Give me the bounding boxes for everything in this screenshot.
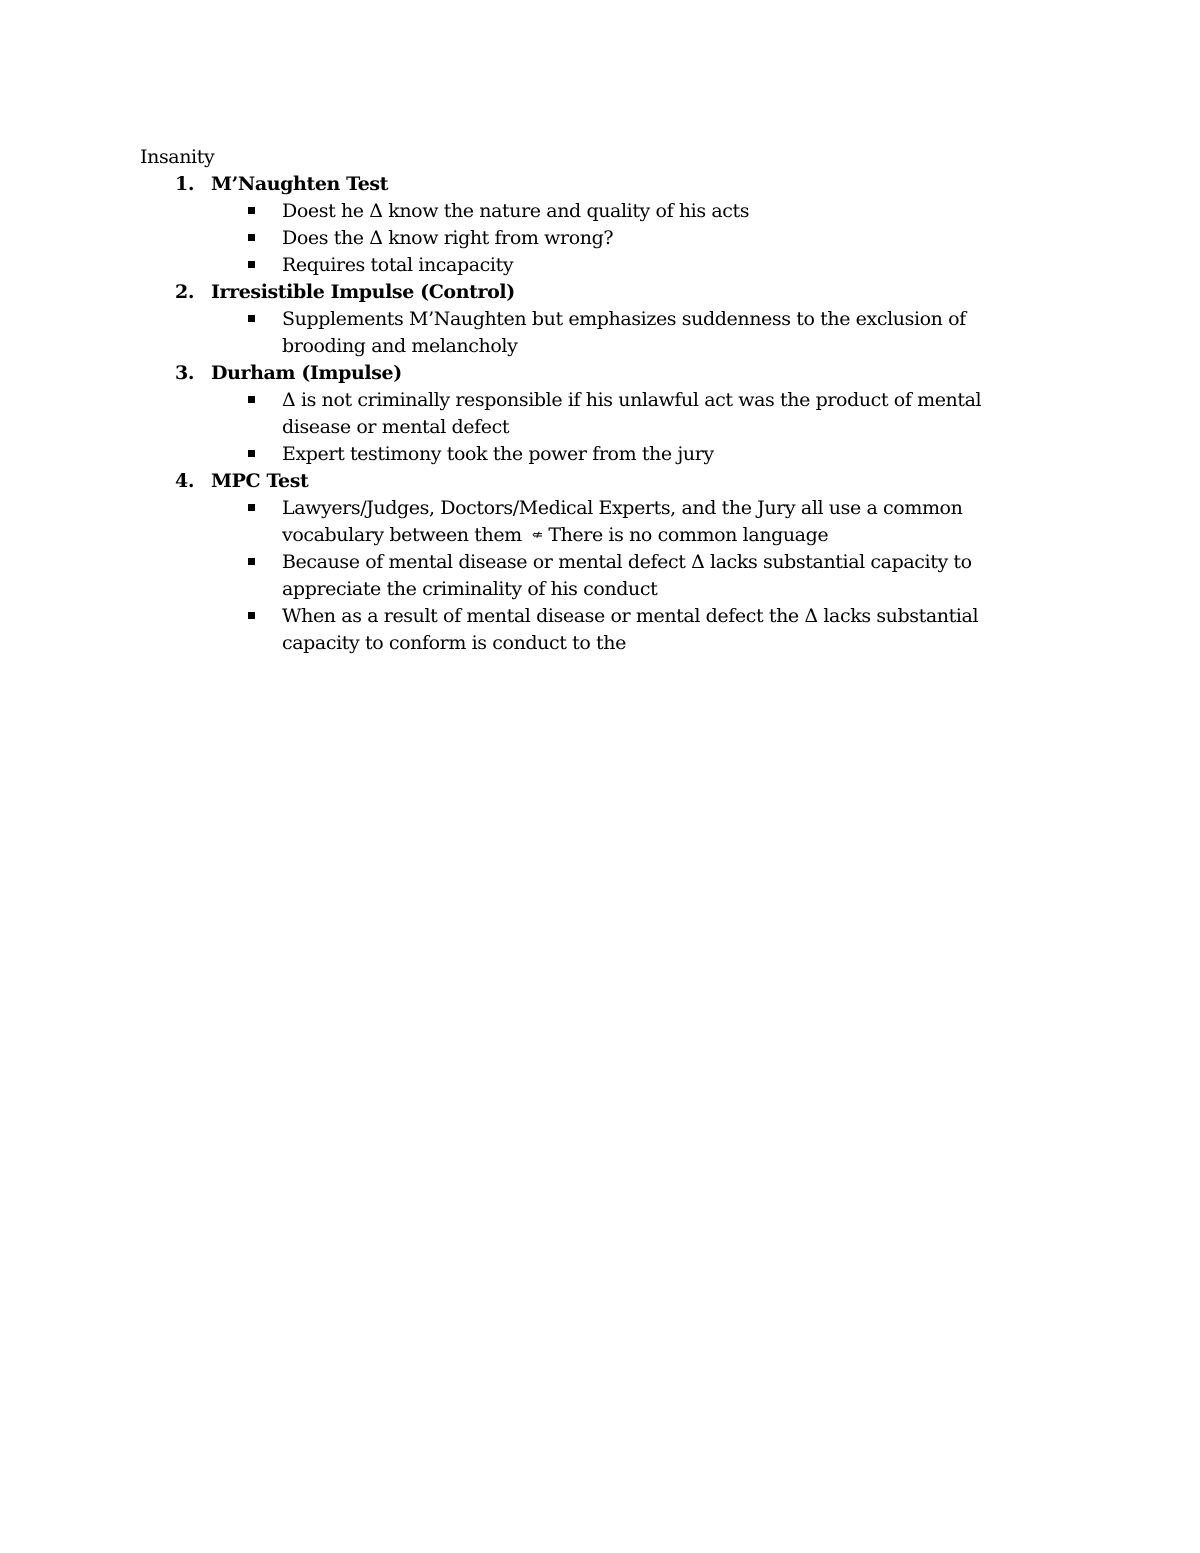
left-arrow-icon: ⇍ — [531, 528, 543, 543]
square-bullet-icon — [248, 234, 255, 241]
section-list — [140, 171, 1020, 657]
section-number: 3. — [175, 362, 195, 384]
list-item — [211, 198, 1020, 225]
section-item — [140, 171, 1020, 279]
list-item-text: Lawyers/Judges, Doctors/Medical Experts, and the Jury all use a common vocabulary between them — [282, 497, 963, 546]
list-item — [211, 252, 1020, 279]
list-item-text: Δ is not criminally responsible if his unlawful act was the product of mental disease or mental defect — [282, 389, 982, 438]
section-item — [140, 468, 1020, 657]
list-item-text: Requires total incapacity — [282, 254, 514, 276]
list-item — [211, 549, 1020, 603]
section-number: 4. — [175, 470, 195, 492]
square-bullet-icon — [248, 396, 255, 403]
section-heading: Durham (Impulse) — [211, 362, 402, 384]
list-item-text: Does the Δ know right from wrong? — [282, 227, 614, 249]
section-heading: MPC Test — [211, 470, 309, 492]
square-bullet-icon — [248, 504, 255, 511]
section-heading: M’Naughten Test — [211, 173, 389, 195]
list-item — [211, 306, 1020, 360]
bullet-list — [211, 198, 1020, 279]
square-bullet-icon — [248, 315, 255, 322]
list-item-text: When as a result of mental disease or mental defect the Δ lacks substantial capacity to conform is conduct to the — [282, 605, 979, 654]
bullet-list — [211, 495, 1020, 657]
square-bullet-icon — [248, 450, 255, 457]
list-item-text: Expert testimony took the power from the jury — [282, 443, 714, 465]
list-item — [211, 225, 1020, 252]
section-number: 2. — [175, 281, 195, 303]
list-item — [211, 387, 1020, 441]
list-item — [211, 495, 1020, 549]
bullet-list — [211, 306, 1020, 360]
square-bullet-icon — [248, 207, 255, 214]
list-item — [211, 603, 1020, 657]
square-bullet-icon — [248, 261, 255, 268]
list-item-text: There is no common language — [548, 524, 829, 546]
section-number: 1. — [175, 173, 195, 195]
document-title: Insanity — [140, 146, 215, 168]
list-item — [211, 441, 1020, 468]
document-body — [140, 144, 1020, 657]
section-item — [140, 360, 1020, 468]
section-heading: Irresistible Impulse (Control) — [211, 281, 515, 303]
list-item-text: Doest he Δ know the nature and quality of his acts — [282, 200, 750, 222]
bullet-list — [211, 387, 1020, 468]
square-bullet-icon — [248, 558, 255, 565]
list-item-text: Supplements M’Naughten but emphasizes suddenness to the exclusion of brooding and melancholy — [282, 308, 966, 357]
square-bullet-icon — [248, 612, 255, 619]
section-item — [140, 279, 1020, 360]
list-item-text: Because of mental disease or mental defect Δ lacks substantial capacity to appreciate the criminality of his conduct — [282, 551, 972, 600]
